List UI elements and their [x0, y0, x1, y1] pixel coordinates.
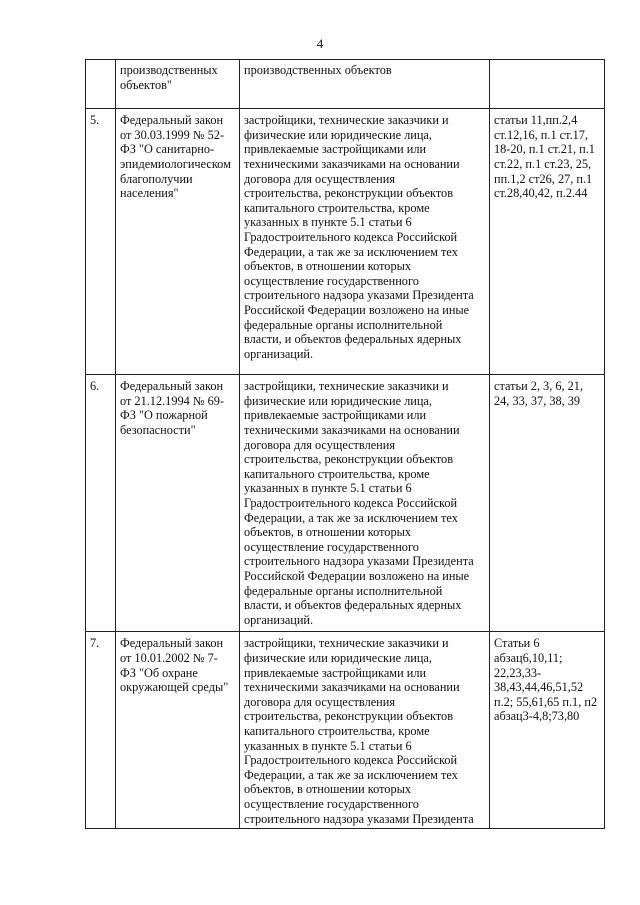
cell-text-line: ФЗ "Об охране [120, 665, 198, 680]
cell-text-line: Федеральный закон [120, 379, 224, 394]
law-name-cell [116, 109, 240, 375]
cell-text-line: ст.28,40,42, п.2.44 [494, 186, 588, 201]
cell-text-line: 22,23,33- [494, 665, 542, 680]
cell-text-line: строительства, реконструкции объектов [244, 186, 454, 201]
subjects-cell [240, 109, 490, 375]
law-name-cell [116, 60, 240, 109]
cell-text-line: строительного надзора указами Президента [244, 811, 474, 826]
cell-text-line: Федерации, а так же за исключением тех [244, 510, 458, 525]
cell-text-line: строительного надзора указами Президента [244, 554, 474, 569]
cell-text-line: благополучии [120, 171, 193, 186]
cell-text-line: статьи 11,пп.2,4 [494, 113, 578, 128]
cell-text-line: договора для осуществления [244, 171, 395, 186]
cell-text-line: осуществление государственного [244, 539, 419, 554]
cell-text-line: ФЗ "О пожарной [120, 408, 208, 423]
cell-text-line: ст.22, п.1 ст.23, 25, [494, 156, 592, 171]
cell-text-line: привлекаемые застройщиками или [244, 408, 427, 423]
table-row [86, 375, 605, 632]
cell-text-line: эпидемиологическом [120, 156, 231, 171]
cell-text-line: Федерации, а так же за исключением тех [244, 767, 458, 782]
cell-text-line: 24, 33, 37, 38, 39 [494, 393, 581, 408]
cell-text-line: пп.1,2 ст26, 27, п.1 [494, 171, 593, 186]
cell-text-line: осуществление государственного [244, 273, 419, 288]
cell-text-line: Градостроительного кодекса Российской [244, 753, 458, 768]
cell-text-line: капитального строительства, кроме [244, 723, 430, 738]
subjects-cell [240, 632, 490, 829]
cell-text-line: застройщики, технические заказчики и [244, 113, 449, 128]
table-row [86, 60, 605, 109]
cell-text-line: от 21.12.1994 № 69- [120, 393, 225, 408]
laws-table [85, 59, 605, 829]
cell-text-line: власти, и объектов федеральных ядерных [244, 332, 462, 347]
cell-text-line: физические или юридические лица, [244, 393, 432, 408]
cell-text-line: указанных в пункте 5.1 статьи 6 [244, 481, 412, 496]
table-row [86, 632, 605, 829]
cell-text-line: Федерации, а так же за исключением тех [244, 244, 458, 259]
subjects-cell [240, 375, 490, 632]
cell-text-line: окружающей среды" [120, 680, 229, 695]
cell-text-line: 38,43,44,46,51,52 [494, 680, 584, 695]
law-name-cell [116, 375, 240, 632]
cell-text-line: власти, и объектов федеральных ядерных [244, 598, 462, 613]
cell-text-line: капитального строительства, кроме [244, 466, 430, 481]
cell-text-line: объектов, в отношении которых [244, 259, 412, 274]
articles-cell [490, 60, 605, 109]
cell-text-line: застройщики, технические заказчики и [244, 379, 449, 394]
cell-text-line: организаций. [244, 346, 314, 361]
cell-text-line: Статьи 6 [494, 636, 540, 651]
articles-cell [490, 375, 605, 632]
cell-text-line: техническими заказчиками на основании [244, 423, 460, 438]
cell-text-line: безопасности" [120, 423, 196, 438]
subjects-cell [240, 60, 490, 109]
row-number-cell: 6. [86, 375, 116, 632]
cell-text-line: привлекаемые застройщиками или [244, 665, 427, 680]
cell-text-line: производственных объектов [244, 63, 392, 77]
cell-text-line: ст.12,16, п.1 ст.17, [494, 127, 589, 142]
law-name-cell [116, 632, 240, 829]
cell-text-line: населения" [120, 186, 179, 201]
articles-cell [490, 109, 605, 375]
cell-text-line: Федеральный закон [120, 113, 224, 128]
cell-text-line: строительного надзора указами Президента [244, 288, 474, 303]
cell-text-line: указанных в пункте 5.1 статьи 6 [244, 215, 412, 230]
cell-text-line: объектов, в отношении которых [244, 782, 412, 797]
table-row [86, 109, 605, 375]
cell-text-line: от 10.01.2002 № 7- [120, 650, 218, 665]
cell-text-line: физические или юридические лица, [244, 127, 432, 142]
row-number-cell [86, 60, 116, 109]
cell-text-line: 18-20, п.1 ст.21, п.1 [494, 142, 595, 157]
cell-text-line: Градостроительного кодекса Российской [244, 229, 458, 244]
cell-text-line: застройщики, технические заказчики и [244, 636, 449, 651]
cell-text-line: осуществление государственного [244, 796, 419, 811]
articles-cell [490, 632, 605, 829]
cell-text-line: абзац6,10,11; [494, 650, 563, 665]
cell-text-line: строительства, реконструкции объектов [244, 709, 454, 724]
cell-text-line: договора для осуществления [244, 694, 395, 709]
cell-text-line: техническими заказчиками на основании [244, 156, 460, 171]
cell-text-line: Градостроительного кодекса Российской [244, 496, 458, 511]
cell-text-line: организаций. [244, 612, 314, 627]
cell-text-line: от 30.03.1999 № 52- [120, 127, 225, 142]
cell-text-line: капитального строительства, кроме [244, 200, 430, 215]
cell-text-line: строительства, реконструкции объектов [244, 452, 454, 467]
row-number-cell: 7. [86, 632, 116, 829]
cell-text-line: Российской Федерации возложено на иные [244, 569, 470, 583]
cell-text-line: указанных в пункте 5.1 статьи 6 [244, 738, 412, 753]
cell-text-line: ФЗ "О санитарно- [120, 142, 215, 157]
row-number-cell: 5. [86, 109, 116, 375]
cell-text-line: п.2; 55,61,65 п.1, п2 [494, 694, 598, 709]
cell-text-line: техническими заказчиками на основании [244, 680, 460, 695]
cell-text-line: Федеральный закон [120, 636, 224, 651]
cell-text-line: объектов, в отношении которых [244, 525, 412, 540]
cell-text-line: Российской Федерации возложено на иные [244, 302, 470, 317]
page-number: 4 [316, 36, 324, 51]
cell-text-line: абзац3-4,8;73,80 [494, 709, 580, 724]
cell-text-line: статьи 2, 3, 6, 21, [494, 379, 584, 394]
cell-text-line: привлекаемые застройщиками или [244, 142, 427, 157]
cell-text-line: федеральные органы исполнительной [244, 317, 443, 332]
cell-text-line: договора для осуществления [244, 437, 395, 452]
cell-text-line: физические или юридические лица, [244, 650, 432, 665]
cell-text-line: федеральные органы исполнительной [244, 583, 443, 598]
cell-text-line: объектов" [120, 77, 172, 92]
cell-text-line: производственных [120, 63, 218, 77]
